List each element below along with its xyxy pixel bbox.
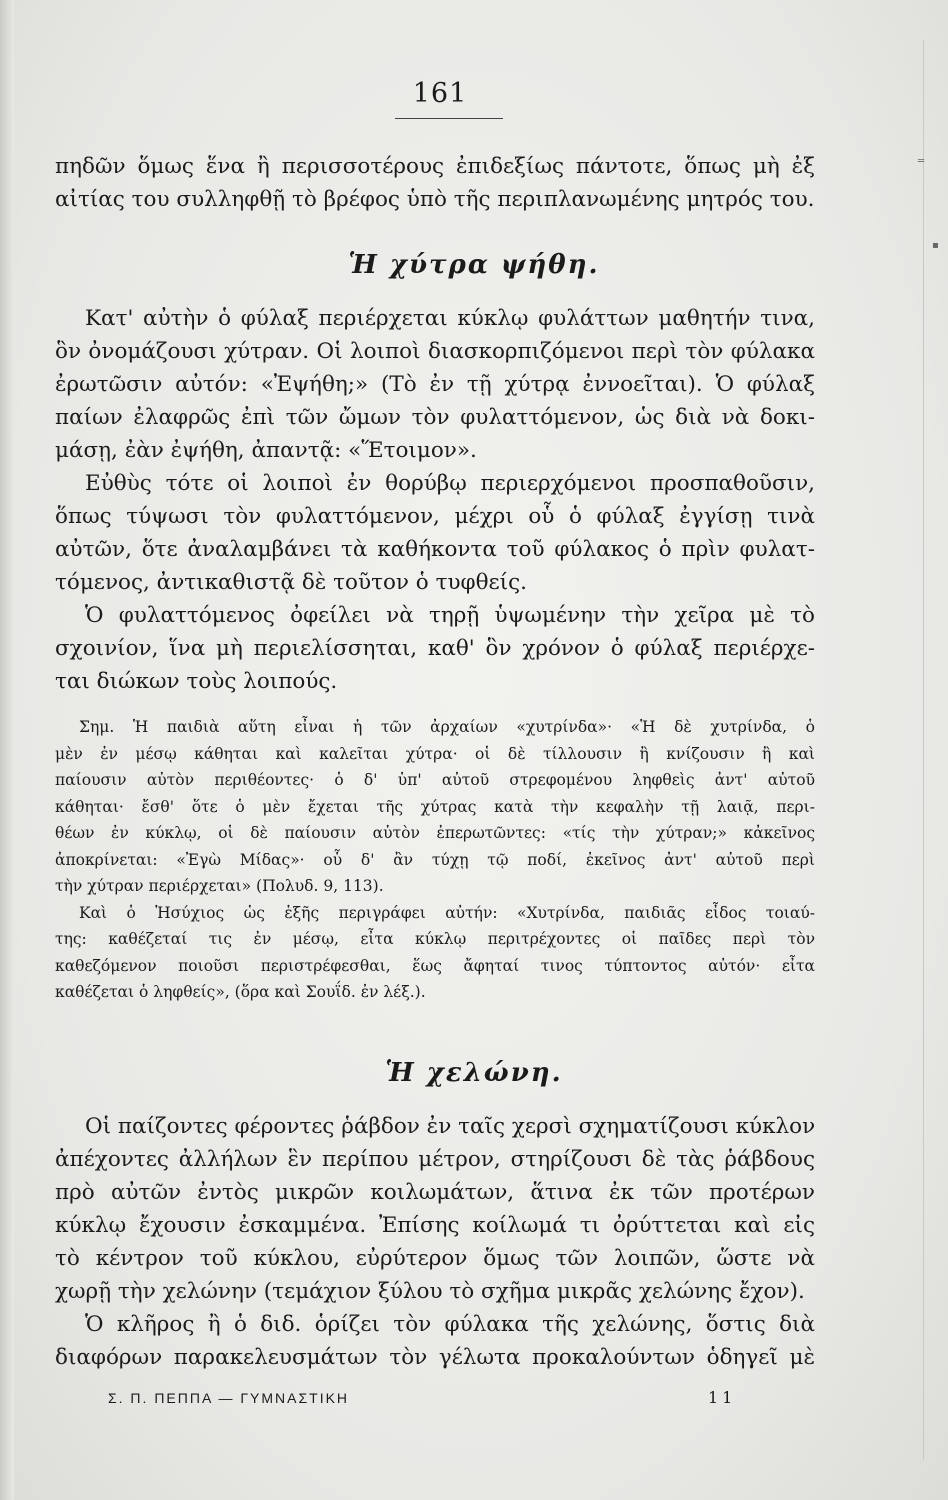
note-line: ἀποκρίνεται: «Ἐγὼ Μίδας»· οὗ δ' ἂν τύχῃ τῷ ποδί, ἐκεῖνος ἀντ' αὐτοῦ περὶ bbox=[55, 850, 815, 869]
text-line: διαφόρων παρακελευσμάτων τὸν γέλωτα προκαλούντων ὁδηγεῖ μὲ bbox=[55, 1345, 815, 1370]
page-number: 161 bbox=[412, 78, 468, 109]
text-line: τόμενος, ἀντικαθιστᾷ δὲ τοῦτον ὁ τυφθείς. bbox=[55, 570, 527, 595]
text-line: Κατ' αὐτὴν ὁ φύλαξ περιέρχεται κύκλῳ φυλάττων μαθητήν τινα, bbox=[85, 306, 815, 331]
margin-mark: ═ bbox=[918, 156, 925, 167]
text-line: ὅπως τύψωσι τὸν φυλαττόμενον, μέχρι οὗ ὁ φύλαξ ἐγγίσῃ τινὰ bbox=[55, 504, 815, 529]
section-note bbox=[55, 714, 815, 1006]
text-line: Εὐθὺς τότε οἱ λοιποὶ ἐν θορύβῳ περιερχόμενοι προσπαθοῦσιν, bbox=[85, 471, 815, 496]
section-body-chelone bbox=[55, 1110, 815, 1374]
note-line: Σημ. Ἡ παιδιὰ αὕτη εἶναι ἡ τῶν ἀρχαίων «χυτρίνδα»· «Ἡ δὲ χυτρίνδα, ὁ bbox=[79, 718, 815, 736]
note-line: της: καθέζεταί τις ἐν μέσῳ, εἶτα κύκλῳ περιτρέχοντες οἱ παῖδες περὶ τὸν bbox=[55, 930, 815, 948]
text-line: ται διώκων τοὺς λοιπούς. bbox=[55, 669, 338, 694]
section-heading-chelone: Ἡ χελώνη. bbox=[385, 1058, 563, 1088]
section-heading-chytra: Ἡ χύτρα ψήθη. bbox=[348, 250, 600, 280]
section-body-chytra bbox=[55, 302, 815, 698]
text-line: κύκλῳ ἔχουσιν ἐσκαμμένα. Ἐπίσης κοίλωμά τι ὀρύττεται καὶ εἰς bbox=[55, 1213, 815, 1238]
text-line: Οἱ παίζοντες φέροντες ῥάβδον ἐν ταῖς χερσὶ σχηματίζουσι κύκλον bbox=[85, 1114, 815, 1139]
footer-sheet-number: 11 bbox=[708, 1388, 737, 1407]
text-line: ὃν ὀνομάζουσι χύτραν. Οἱ λοιποὶ διασκορπιζόμενοι περὶ τὸν φύλακα bbox=[55, 339, 815, 364]
note-line: καθεζόμενον ποιοῦσι περιστρέφεσθαι, ἕως ἄφηταί τινος τύπτοντος αὐτόν· εἶτα bbox=[55, 956, 815, 975]
text-line: ἀπέχοντες ἀλλήλων ἓν περίπου μέτρον, στηρίζουσι δὲ τὰς ῥάβδους bbox=[55, 1147, 815, 1172]
text-line: παίων ἐλαφρῶς ἐπὶ τῶν ὤμων τὸν φυλαττόμενον, ὡς διὰ νὰ δοκι- bbox=[55, 405, 815, 430]
margin-mark: ▪ bbox=[932, 240, 939, 251]
page-number-rule bbox=[395, 118, 503, 119]
text-line: πηδῶν ὅμως ἕνα ἢ περισσοτέρους ἐπιδεξίως πάντοτε, ὅπως μὴ ἐξ bbox=[55, 154, 815, 179]
footer-signature: Σ. Π. ΠΕΠΠΑ — ΓΥΜΝΑΣΤΙΚΗ bbox=[108, 1390, 350, 1406]
text-line: Ὁ φυλαττόμενος ὀφείλει νὰ τηρῇ ὑψωμένην τὴν χεῖρα μὲ τὸ bbox=[85, 603, 815, 628]
text-line: μάσῃ, ἐὰν ἐψήθη, ἀπαντᾷ: «Ἕτοιμον». bbox=[55, 438, 477, 463]
note-line: παίουσιν αὐτὸν περιθέοντες· ὁ δ' ὑπ' αὐτοῦ στρεφομένου ληφθεὶς ἀντ' αὐτοῦ bbox=[55, 771, 815, 789]
text-line: ἐρωτῶσιν αὐτόν: «Ἐψήθη;» (Τὸ ἐν τῇ χύτρᾳ ἐννοεῖται). Ὁ φύλαξ bbox=[55, 372, 815, 397]
note-line: κάθηται· ἔσθ' ὅτε ὁ μὲν ἔχεται τῆς χύτρας κατὰ τὴν κεφαλὴν τῇ λαιᾷ, περι- bbox=[55, 797, 815, 816]
text-line: τὸ κέντρον τοῦ κύκλου, εὐρύτερον ὅμως τῶν λοιπῶν, ὥστε νὰ bbox=[55, 1246, 815, 1271]
note-line: καθέζεται ὁ ληφθείς», (ὅρα καὶ Σουΐδ. ἐν λέξ.). bbox=[55, 983, 426, 1001]
intro-paragraph bbox=[55, 150, 815, 216]
text-line: Ὁ κλῆρος ἢ ὁ διδ. ὁρίζει τὸν φύλακα τῆς χελώνης, ὅστις διὰ bbox=[85, 1312, 815, 1337]
note-line: θέων ἐν κύκλῳ, οἱ δὲ παίουσιν αὐτὸν ἐπερωτῶντες: «τίς τὴν χύτραν;» κἀκεῖνος bbox=[55, 824, 815, 842]
text-line: αὐτῶν, ὅτε ἀναλαμβάνει τὰ καθήκοντα τοῦ φύλακος ὁ πρὶν φυλατ- bbox=[55, 537, 815, 562]
note-line: Καὶ ὁ Ἡσύχιος ὡς ἑξῆς περιγράφει αὐτήν: «Χυτρίνδα, παιδιᾶς εἶδος τοιαύ- bbox=[79, 903, 815, 922]
text-line: πρὸ αὐτῶν ἐντὸς μικρῶν κοιλωμάτων, ἅτινα ἐκ τῶν προτέρων bbox=[55, 1180, 815, 1205]
text-line: σχοινίον, ἵνα μὴ περιελίσσηται, καθ' ὃν χρόνον ὁ φύλαξ περιέρχε- bbox=[55, 636, 815, 661]
note-line: τὴν χύτραν περιέρχεται» (Πολυδ. 9, 113). bbox=[55, 877, 384, 895]
page-spine-shadow bbox=[0, 0, 14, 1500]
note-line: μὲν ἐν μέσῳ κάθηται καὶ καλεῖται χύτρα· οἱ δὲ τίλλουσιν ἢ κνίζουσιν ἢ καὶ bbox=[55, 744, 815, 763]
text-line: αἰτίας του συλληφθῇ τὸ βρέφος ὑπὸ τῆς περιπλανωμένης μητρός του. bbox=[55, 187, 815, 212]
text-line: χωρῇ τὴν χελώνην (τεμάχιον ξύλου τὸ σχῆμα μικρᾶς χελώνης ἔχον). bbox=[55, 1279, 805, 1304]
